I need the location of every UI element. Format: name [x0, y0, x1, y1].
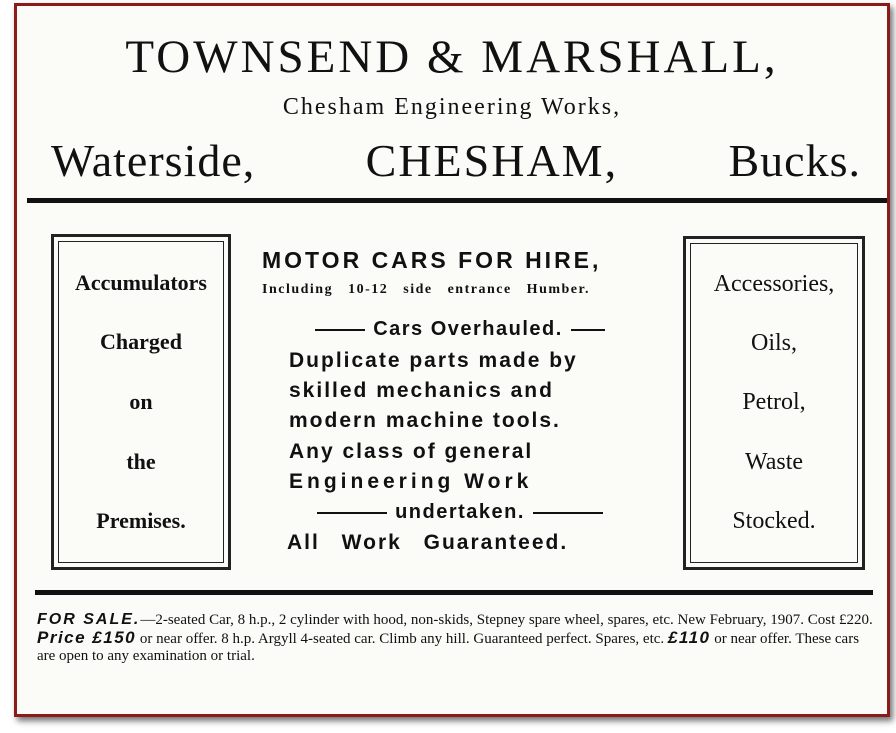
address-line [51, 134, 861, 187]
motor-cars-heading: MOTOR CARS FOR HIRE, [262, 247, 602, 273]
left-box-line: the [126, 448, 156, 474]
for-sale-label: FOR SALE. [37, 611, 141, 628]
accessories-box [683, 236, 865, 570]
right-box-line: Stocked. [732, 507, 816, 534]
sale-text: or near offer. 8 h.p. Argyll 4-seated car. Climb any hill. Guaranteed perfect. Spares, etc. [139, 631, 665, 647]
footer-divider [35, 590, 873, 595]
address-county: Bucks. [728, 135, 861, 186]
center-copy-line: Duplicate parts made by [289, 349, 578, 372]
center-copy-line: Engineering Work [289, 470, 533, 493]
price-150: Price £150 [37, 628, 137, 647]
right-box-line: Accessories, [713, 271, 835, 298]
for-sale-notice [37, 611, 873, 665]
dash-rule [317, 512, 387, 514]
center-copy-line: Any class of general [289, 440, 534, 463]
left-box-line: Premises. [96, 508, 186, 534]
works-name: Chesham Engineering Works, [282, 94, 622, 120]
company-name: TOWNSEND & MARSHALL, [125, 31, 779, 83]
sale-text: —2-seated Car, 8 h.p., 2 cylinder with hood, non-skids, Stepney spare wheel, spares, etc. New February, 1907. Cost £220. [140, 612, 873, 628]
left-box-line: Charged [100, 329, 182, 355]
undertaken-text: undertaken. [395, 501, 525, 523]
accumulators-box [51, 234, 231, 570]
dash-rule [315, 329, 365, 331]
right-box-line: Petrol, [742, 389, 806, 416]
sale-text: or near offer. These cars are open to any examination or trial. [37, 631, 860, 664]
dash-rule [533, 512, 603, 514]
left-box-line: on [129, 388, 153, 414]
price-110: £110 [667, 628, 711, 647]
undertaken-line [285, 501, 635, 524]
overhauled-line [285, 318, 635, 341]
center-copy-line: skilled mechanics and [289, 379, 554, 402]
humber-subheading: Including 10-12 side entrance Humber. [262, 282, 590, 297]
dash-rule [571, 329, 605, 331]
center-copy-line: modern machine tools. [289, 409, 561, 432]
right-box-line: Waste [744, 448, 804, 475]
guarantee-line: All Work Guaranteed. [287, 531, 569, 554]
right-box-line: Oils, [750, 330, 797, 357]
left-box-line: Accumulators [75, 269, 207, 295]
advertisement-frame [14, 3, 890, 717]
address-street: Waterside, [51, 135, 256, 186]
header-divider [27, 198, 887, 203]
address-town: CHESHAM, [365, 135, 619, 186]
overhauled-text: Cars Overhauled. [373, 318, 563, 340]
